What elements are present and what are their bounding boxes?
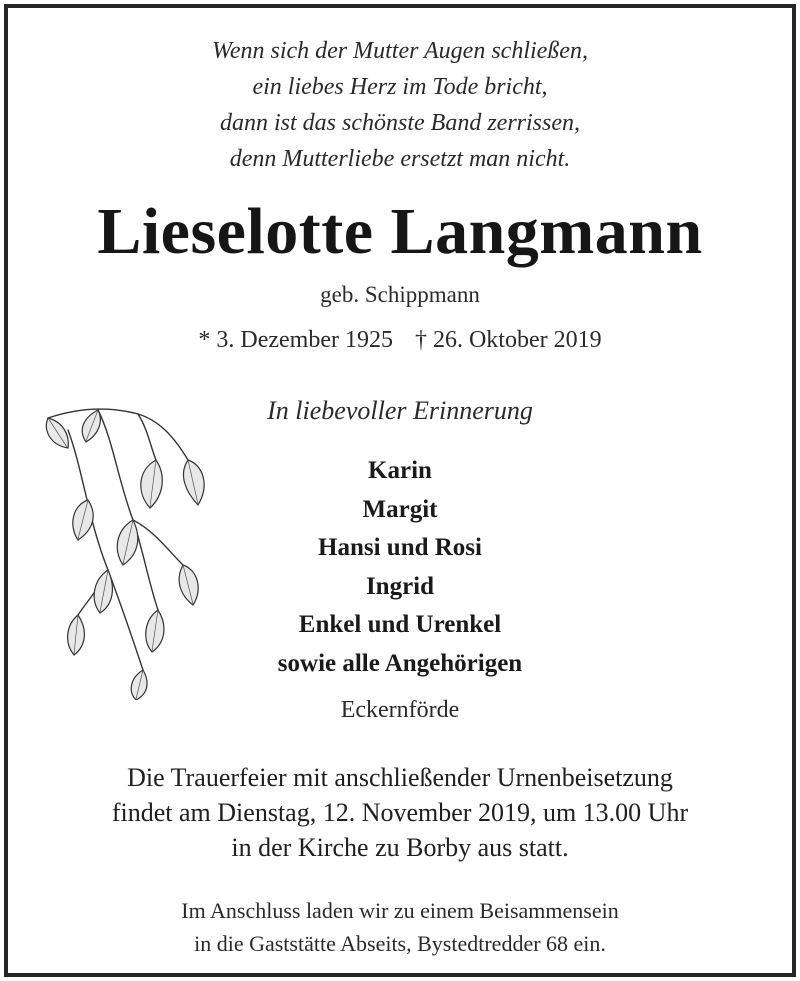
ceremony-line: Die Trauerfeier mit anschließender Urnenbeisetzung [127,763,673,792]
deceased-name: Lieselotte Langmann [97,195,703,268]
obituary-frame [4,4,796,977]
mourner-name: sowie alle Angehörigen [277,649,523,677]
mourner-name: Margit [362,495,438,523]
reception-line: in die Gaststätte Abseits, Bystedtredder 68 ein. [194,931,606,956]
mourner-name: Enkel und Urenkel [298,611,502,638]
mourners-list [8,452,792,683]
poem-line: ein liebes Herz im Tode bricht, [252,74,548,100]
ceremony-line: in der Kirche zu Borby aus statt. [231,833,569,862]
place-name: Eckernförde [340,697,460,723]
poem-line: denn Mutterliebe ersetzt man nicht. [229,146,571,172]
poem-line: dann ist das schönste Band zerrissen, [220,110,580,136]
ceremony-notice [8,760,792,865]
birth-date: * 3. Dezember 1925 [198,327,393,353]
life-dates [8,324,792,356]
death-date: † 26. Oktober 2019 [414,327,602,353]
ceremony-line: findet am Dienstag, 12. November 2019, um 13.00 Uhr [111,798,689,827]
mourner-name: Karin [368,457,432,484]
memorial-heading [8,394,792,428]
reception-notice [8,894,792,960]
reception-line: Im Anschluss laden wir zu einem Beisammensein [181,898,619,923]
mourner-name: Ingrid [365,572,435,600]
poem-line: Wenn sich der Mutter Augen schließen, [212,38,588,64]
birth-name: geb. Schippmann [320,282,480,307]
poem [8,33,792,177]
memorial-heading-text: In liebevoller Erinnerung [267,396,533,425]
mourner-name: Hansi und Rosi [318,534,482,561]
